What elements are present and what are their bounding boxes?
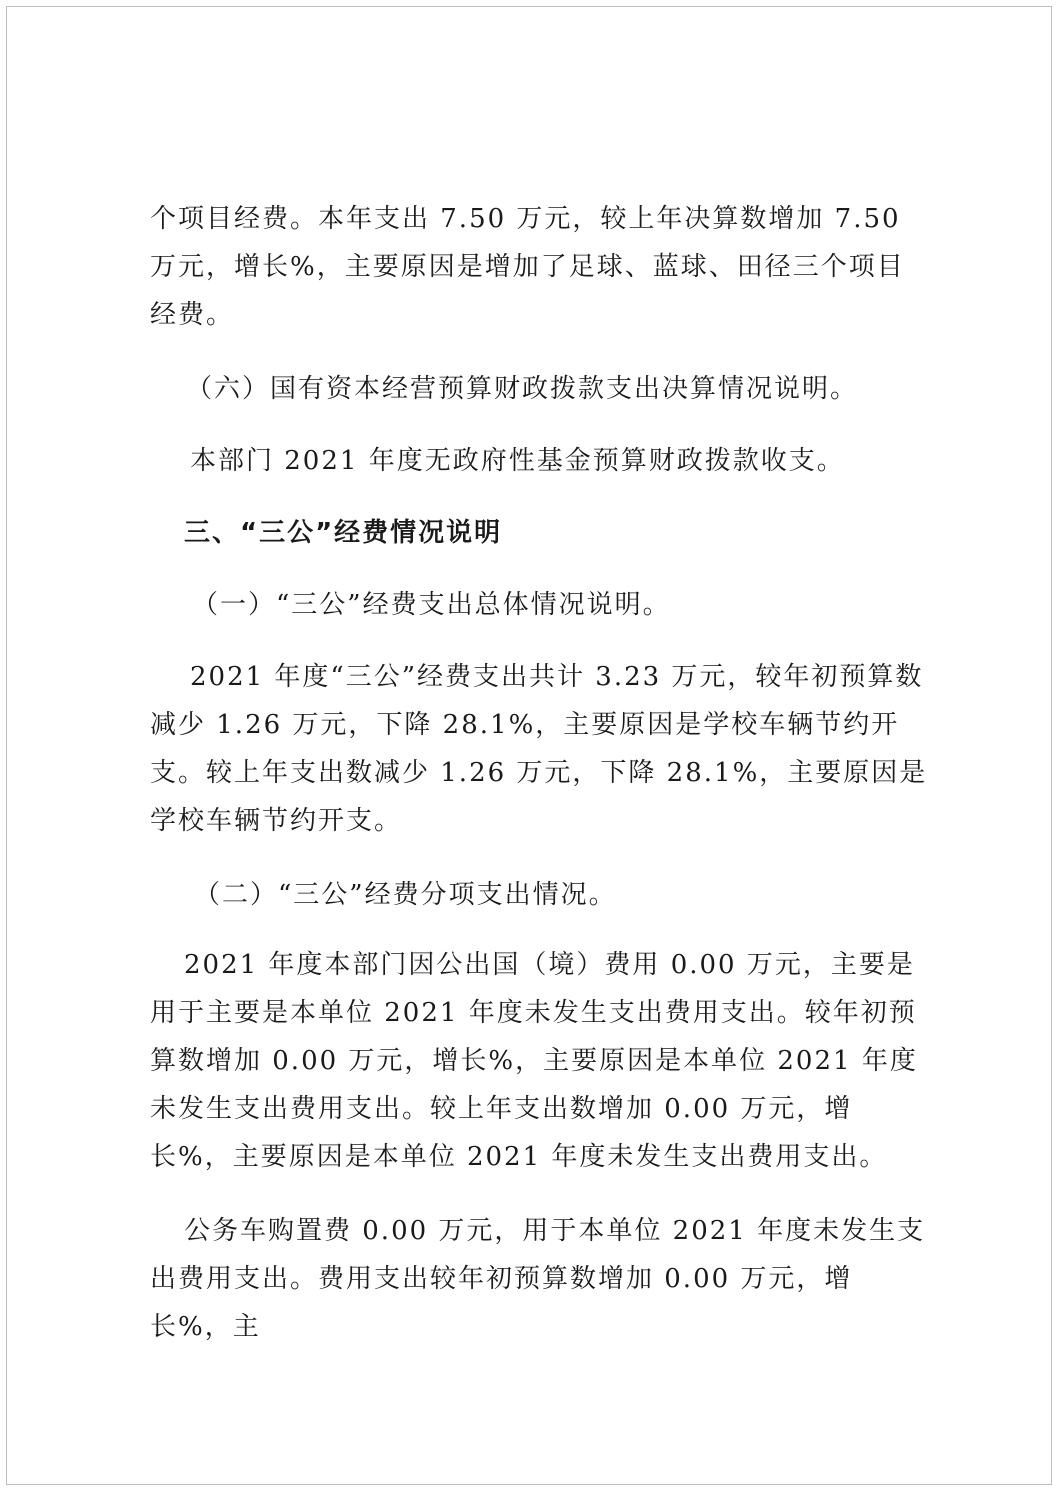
paragraph-overseas-travel: 2021 年度本部门因公出国（境）费用 0.00 万元，主要是用于主要是本单位 2021 年度未发生支出费用支出。较年初预算数增加 0.00 万元，增长%，主要原因是本单位 2021 年度未发生支出费用支出。较上年支出数增加 0.00 万元，增长%，主要原因是本单位 2021 年度未发生支出费用支出。 <box>150 950 918 1172</box>
paragraph-overall-expense: 2021 年度“三公”经费支出共计 3.23 万元，较年初预算数减少 1.26 万元，下降 28.1%，主要原因是学校车辆节约开支。较上年支出数减少 1.26 万元，下降 28.1%，主要原因是学校车辆节约开支。 <box>150 662 928 836</box>
subheading-overall-expense: （一）“三公”经费支出总体情况说明。 <box>192 590 671 620</box>
section-heading-three-public-expenses: 三、“三公”经费情况说明 <box>184 518 503 548</box>
subheading-itemized-expense: （二）“三公”经费分项支出情况。 <box>194 880 617 910</box>
document-page <box>6 6 1052 1485</box>
paragraph-vehicle-purchase: 公务车购置费 0.00 万元，用于本单位 2021 年度未发生支出费用支出。费用支出较年初预算数增加 0.00 万元，增长%，主 <box>150 1216 926 1342</box>
paragraph-project-expense: 个项目经费。本年支出 7.50 万元，较上年决算数增加 7.50 万元，增长%，主要原因是增加了足球、蓝球、田径三个项目经费。 <box>150 204 905 330</box>
subheading-state-capital-budget: （六）国有资本经营预算财政拨款支出决算情况说明。 <box>186 374 859 404</box>
document-body <box>150 195 930 1351</box>
paragraph-no-government-fund: 本部门 2021 年度无政府性基金预算财政拨款收支。 <box>190 446 845 476</box>
